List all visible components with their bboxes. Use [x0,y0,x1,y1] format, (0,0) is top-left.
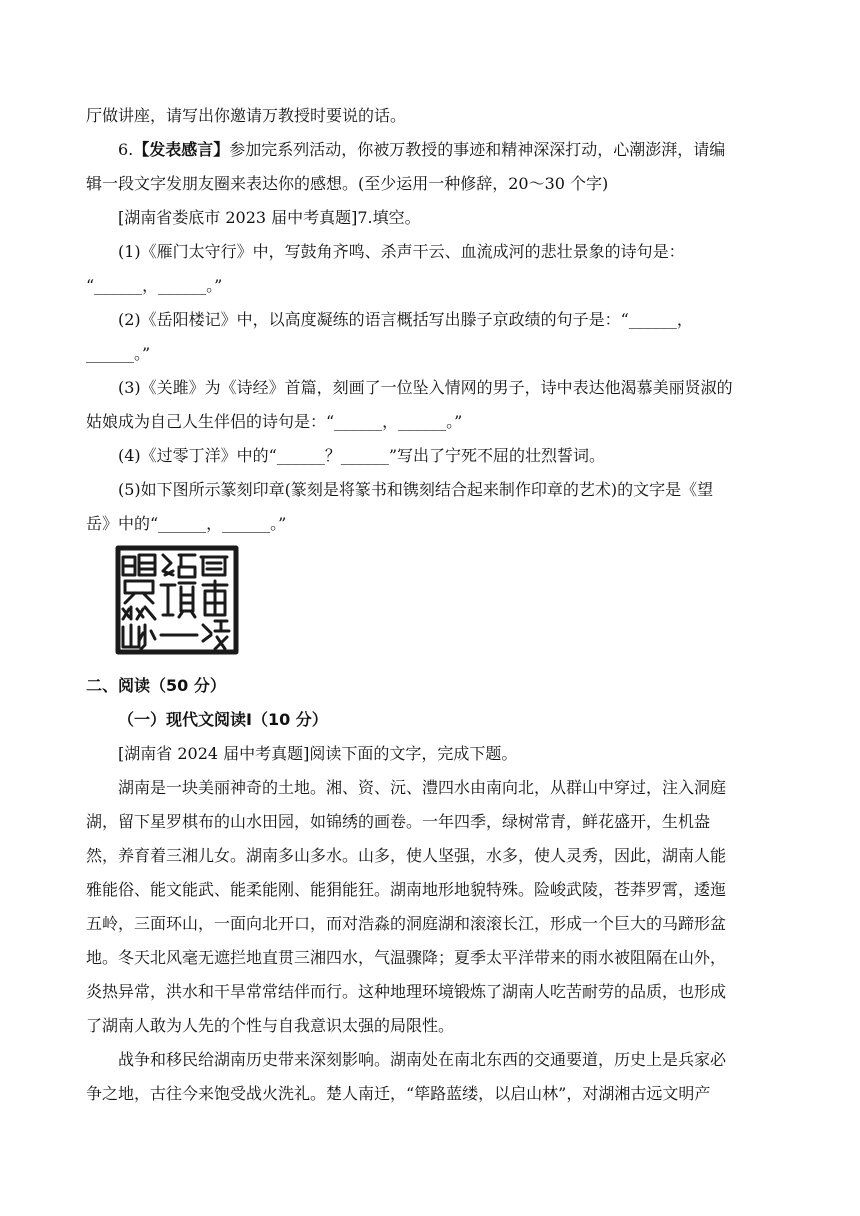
passage-line: 然，养育着三湘儿女。湖南多山多水。山多，使人坚强，水多，使人灵秀，因此，湖南人能 [86,846,727,865]
passage-line: 争之地，古往今来饱受战火洗礼。楚人南迁，“筚路蓝缕，以启山林”，对湖湘古远文明产 [86,1084,711,1103]
question-item: (4)《过零丁洋》中的“______？______”写出了宁死不屈的壮烈誓词。 [118,446,606,465]
question-6-line [118,140,818,160]
passage-line: 战争和移民给湖南历史带来深刻影响。湖南处在南北东西的交通要道，历史上是兵家必 [118,1050,727,1069]
passage-line: 五岭，三面环山，一面向北开口，而对浩淼的洞庭湖和滚滚长江，形成一个巨大的马蹄形盆 [86,914,727,933]
question-item: (1)《雁门太守行》中，写鼓角齐鸣、杀声干云、血流成河的悲壮景象的诗句是： [118,242,685,261]
seal-stamp-image [115,545,239,655]
passage-line: 地。冬天北风毫无遮拦地直贯三湘四水，气温骤降；夏季太平洋带来的雨水被阻隔在山外， [86,948,727,967]
question-number: 6. [118,140,134,159]
subsection-heading: （一）现代文阅读Ⅰ（10 分） [118,710,328,729]
answer-blank-line: “______，______。” [86,276,223,295]
question-tag: 【发表感言】 [133,140,230,159]
passage-line: 湖南是一块美丽神奇的土地。湘、资、沅、澧四水由南向北，从群山中穿过，注入洞庭 [118,778,727,797]
passage-line: 了湖南人敢为人先的个性与自我意识太强的局限性。 [86,1016,455,1035]
text-line: 姑娘成为自己人生伴侣的诗句是：“______，______。” [86,412,463,431]
section-heading: 二、阅读（50 分） [86,676,226,695]
passage-line: 炎热异常，洪水和干旱常常结伴而行。这种地理环境锻炼了湖南人吃苦耐劳的品质，也形成 [86,982,727,1001]
passage-line: 雅能俗、能文能武、能柔能刚、能狷能狂。湖南地形地貌特殊。险峻武陵，苍莽罗霄，逶迤 [86,880,727,899]
question-item: (2)《岳阳楼记》中，以高度凝练的语言概括写出滕子京政绩的句子是：“______， [118,310,693,329]
question-item: (5)如下图所示篆刻印章(篆刻是将篆书和镌刻结合起来制作印章的艺术)的文字是《望 [118,480,714,499]
section-source: [湖南省 2024 届中考真题]阅读下面的文字，完成下题。 [118,744,518,763]
passage-line: 湖，留下星罗棋布的山水田园，如锦绣的画卷。一年四季，绿树常青，鲜花盛开，生机盎 [86,812,711,831]
text-line: 厅做讲座，请写出你邀请万教授时要说的话。 [86,106,407,125]
text-line: 岳》中的“______，______。” [86,514,287,533]
answer-blank-line: ______。” [86,344,151,363]
section-source: [湖南省娄底市 2023 届中考真题]7.填空。 [118,208,421,227]
question-item: (3)《关雎》为《诗经》首篇，刻画了一位坠入情网的男子，诗中表达他渴慕美丽贤淑的 [118,378,733,397]
text-line: 辑一段文字发朋友圈来表达你的感想。(至少运用一种修辞，20～30 个字) [86,174,609,193]
question-text: 参加完系列活动，你被万教授的事迹和精神深深打动，心潮澎湃，请编 [229,140,726,159]
